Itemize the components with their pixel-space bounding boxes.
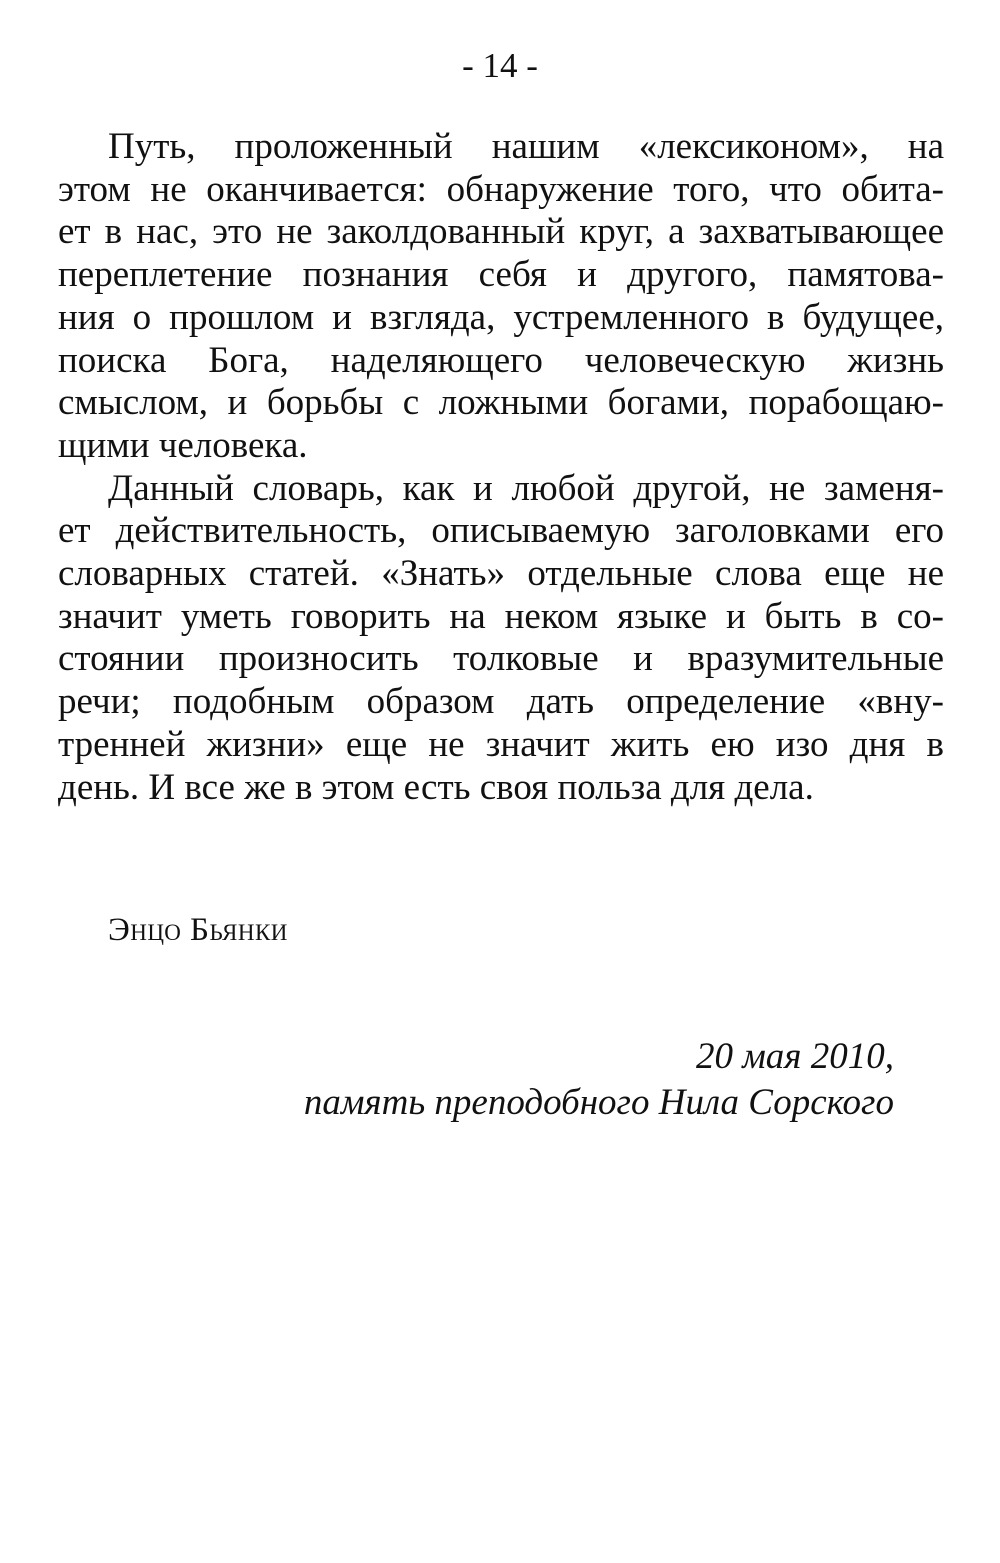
body-text <box>58 126 944 809</box>
page-number: - 14 - <box>462 46 538 85</box>
paragraph-line: переплетение познания себя и другого, памятова- <box>58 254 944 296</box>
paragraph-line: день. И все же в этом есть своя польза для дела. <box>58 766 814 808</box>
paragraph-line: щими человека. <box>58 424 308 466</box>
paragraph-line: смыслом, и борьбы с ложными богами, порабощаю- <box>58 382 944 424</box>
paragraph-2 <box>58 468 944 810</box>
date-block <box>304 1034 894 1126</box>
paragraph-line: ет в нас, это не заколдованный круг, а захватывающее <box>58 211 944 253</box>
paragraph-line: значит уметь говорить на неком языке и быть в со- <box>58 595 944 637</box>
paragraph-line: ния о прошлом и взгляда, устремленного в будущее, <box>58 296 944 338</box>
paragraph-line: речи; подобным образом дать определение «вну- <box>58 681 944 723</box>
paragraph-line: тренней жизни» еще не значит жить ею изо дня в <box>58 723 944 765</box>
commemoration-line: память преподобного Нила Сорского <box>303 1082 894 1123</box>
paragraph-line: словарных статей. «Знать» отдельные слова еще не <box>58 553 944 595</box>
paragraph-line: Путь, проложенный нашим «лексиконом», на <box>108 126 944 167</box>
paragraph-line: ет действительность, описываемую заголовками его <box>58 510 944 552</box>
author-signature: Энцо Бьянки <box>108 912 288 948</box>
paragraph-line: Данный словарь, как и любой другой, не заменя- <box>108 467 944 509</box>
paragraph-1 <box>58 126 944 468</box>
date-line: 20 мая 2010, <box>695 1036 894 1077</box>
paragraph-line: стоянии произносить толковые и вразумительные <box>58 638 944 680</box>
paragraph-line: этом не оканчивается: обнаружение того, что обита- <box>58 168 944 210</box>
paragraph-line: поиска Бога, наделяющего человеческую жизнь <box>58 339 944 381</box>
